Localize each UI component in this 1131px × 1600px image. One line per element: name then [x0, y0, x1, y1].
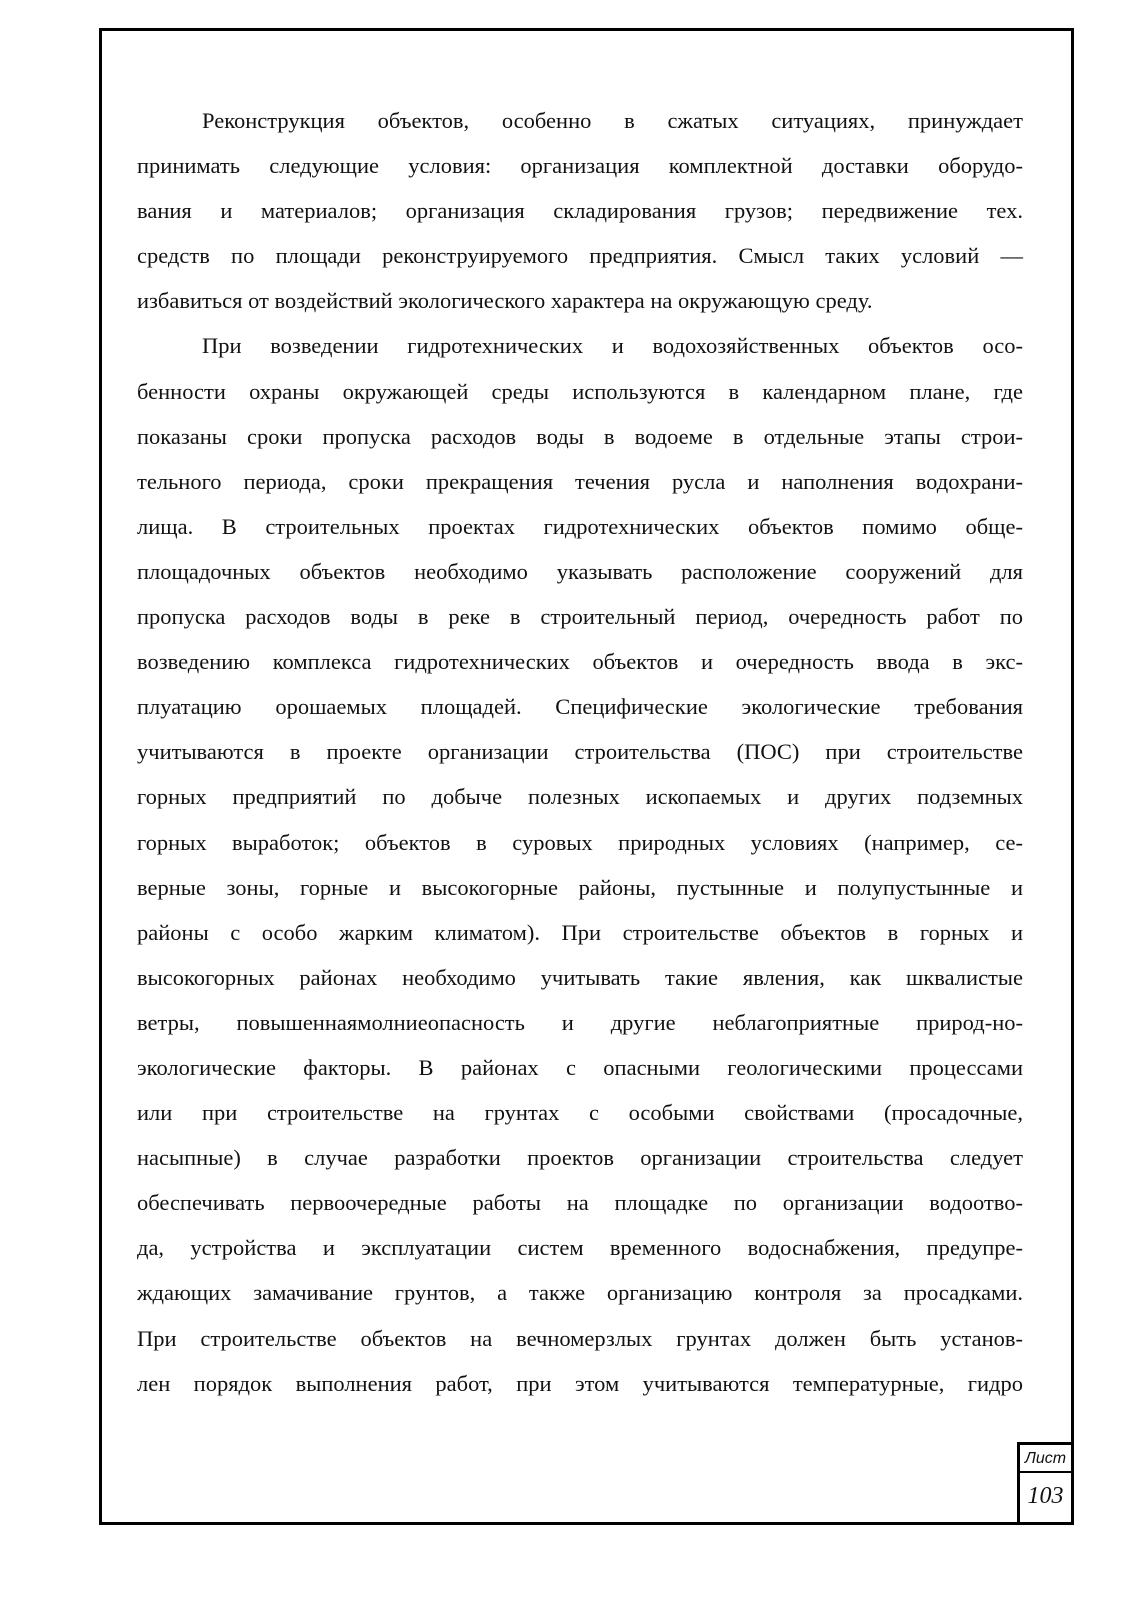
text-line: или при строительстве на грунтах с особыми свойствами (просадочные, — [137, 1100, 1023, 1126]
text-line: лен порядок выполнения работ, при этом учитываются температурные, гидро — [137, 1370, 1023, 1396]
text-line: избавиться от воздействий экологического характера на окружающую среду. — [137, 288, 873, 314]
text-line: районы с особо жарким климатом). При строительстве объектов в горных и — [137, 919, 1023, 945]
sheet-stamp — [1017, 1442, 1071, 1522]
text-line: средств по площади реконструируемого предприятия. Смысл таких условий — — [137, 243, 1023, 269]
text-line: принимать следующие условия: организация комплектной доставки оборудо- — [137, 153, 1023, 179]
text-line: верные зоны, горные и высокогорные районы, пустынные и полупустынные и — [137, 874, 1023, 900]
text-line: ждающих замачивание грунтов, а также организацию контроля за просадками. — [137, 1280, 1023, 1306]
text-line: экологические факторы. В районах с опасными геологическими процессами — [137, 1054, 1023, 1080]
sheet-label: Лист — [1020, 1445, 1071, 1473]
text-line: При возведении гидротехнических и водохозяйственных объектов осо- — [202, 333, 1023, 359]
text-line: тельного периода, сроки прекращения течения русла и наполнения водохрани- — [137, 468, 1023, 494]
text-line: возведению комплекса гидротехнических объектов и очередность ввода в экс- — [137, 649, 1023, 675]
text-line: вания и материалов; организация складирования грузов; передвижение тех. — [137, 198, 1023, 224]
text-line: высокогорных районах необходимо учитывать такие явления, как шквалистые — [137, 964, 1023, 990]
text-line: Реконструкция объектов, особенно в сжатых ситуациях, принуждает — [202, 108, 1023, 133]
text-line: пропуска расходов воды в реке в строительный период, очередность работ по — [137, 604, 1023, 630]
document-text — [137, 98, 1023, 1406]
sheet-number: 103 — [1027, 1483, 1064, 1509]
text-line: При строительстве объектов на вечномерзлых грунтах должен быть установ- — [137, 1325, 1023, 1351]
text-line: показаны сроки пропуска расходов воды в водоеме в отдельные этапы строи- — [137, 423, 1023, 449]
text-line: насыпные) в случае разработки проектов организации строительства следует — [137, 1145, 1023, 1171]
text-line: ветры, повышеннаямолниеопасность и другие неблагоприятные природ-но- — [137, 1009, 1023, 1035]
text-line: лища. В строительных проектах гидротехнических объектов помимо обще- — [137, 513, 1023, 539]
text-line: горных выработок; объектов в суровых природных условиях (например, се- — [137, 829, 1023, 855]
text-line: бенности охраны окружающей среды используются в календарном плане, где — [137, 378, 1023, 404]
text-line: учитываются в проекте организации строительства (ПОС) при строительстве — [137, 739, 1023, 765]
text-line: обеспечивать первоочередные работы на площадке по организации водоотво- — [137, 1190, 1023, 1216]
text-line: плуатацию орошаемых площадей. Специфические экологические требования — [137, 694, 1023, 720]
text-line: горных предприятий по добыче полезных ископаемых и других подземных — [137, 784, 1023, 810]
text-line: да, устройства и эксплуатации систем временного водоснабжения, предупре- — [137, 1235, 1023, 1261]
text-line: площадочных объектов необходимо указывать расположение сооружений для — [137, 558, 1023, 584]
